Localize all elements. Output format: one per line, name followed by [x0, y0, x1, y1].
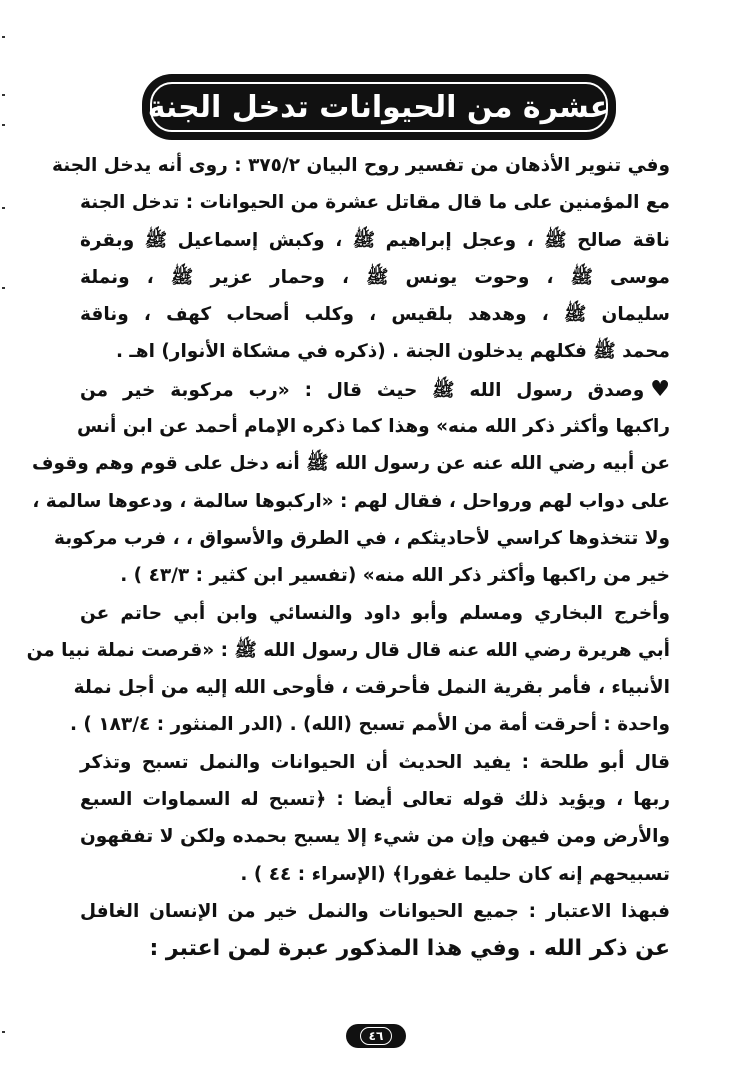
text-line-content: راكبها وأكثر ذكر الله منه» وهذا كما ذكره الإمام أحمد عن ابن أنس	[76, 416, 670, 438]
text-line	[32, 483, 670, 520]
margin-mark	[2, 1031, 5, 1033]
margin-mark	[2, 287, 5, 289]
text-line	[80, 333, 670, 370]
body-text	[26, 147, 670, 968]
margin-mark	[2, 124, 5, 126]
text-line	[80, 296, 670, 333]
text-line-content: والأرض ومن فيهن وإن من شيء إلا يسبح بحمده ولكن لا تفقهون	[80, 826, 670, 848]
text-line	[80, 371, 670, 408]
text-line-content: محمد ﷺ فكلهم يدخلون الجنة . (ذكره في مشكاة الأنوار) اهـ .	[115, 341, 670, 363]
text-line	[80, 930, 670, 967]
margin-mark	[2, 207, 5, 209]
text-line	[80, 222, 670, 259]
text-line-content: أبي هريرة رضي الله عنه قال قال رسول الله ﷺ : «قرصت نملة نبيا من	[26, 639, 670, 661]
text-line	[80, 744, 670, 781]
text-line	[80, 781, 670, 818]
text-line-content: خير من راكبها وأكثر ذكر الله منه» (تفسير ابن كثير : ٤٣/٣ ) .	[120, 565, 670, 587]
page-title: عشرة من الحيوانات تدخل الجنة	[147, 89, 611, 125]
text-line-content: وصدق رسول الله ﷺ حيث قال : «رب مركوبة خير من	[80, 379, 645, 401]
text-line	[32, 445, 670, 482]
text-line-content: وفي تنوير الأذهان من تفسير روح البيان ٣٧٥/٢ : روى أنه يدخل الجنة	[51, 155, 670, 176]
text-line	[80, 818, 670, 855]
text-line-content: ربها ، ويؤيد ذلك قوله تعالى أيضا : ﴿تسبح له السماوات السبع	[80, 789, 670, 811]
text-line-content: ولا تتخذوها كراسي لأحاديثكم ، في الطرق والأسواق ، ، فرب مركوبة	[53, 527, 670, 549]
text-line-content: الأنبياء ، فأمر بقرية النمل فأحرقت ، فأوحى الله إليه من أجل نملة	[73, 677, 670, 699]
text-line	[73, 669, 670, 706]
text-line-content: قال أبو طلحة : يفيد الحديث أن الحيوانات والنمل تسبح وتذكر	[80, 751, 670, 773]
text-line	[76, 408, 670, 445]
text-line	[69, 706, 670, 743]
text-line	[80, 259, 670, 296]
text-line-content: عن أبيه رضي الله عنه عن رسول الله ﷺ أنه دخل على قوم وهم وقوف	[32, 453, 670, 475]
text-line	[51, 147, 670, 184]
text-line-content: واحدة : أحرقت أمة من الأمم تسبح (الله) . (الدر المنثور : ١٨٣/٤ ) .	[69, 714, 670, 736]
text-line	[80, 184, 670, 221]
margin-mark	[2, 36, 5, 38]
text-line	[80, 557, 670, 594]
text-line-content: تسبيحهم إنه كان حليما غفورا﴾ (الإسراء : ٤٤ ) .	[240, 863, 670, 885]
text-line	[80, 893, 670, 930]
text-line-content: سليمان ﷺ ، وهدهد بلقيس ، وكلب أصحاب كهف ، وناقة	[80, 304, 670, 326]
text-line-content: ناقة صالح ﷺ ، وعجل إبراهيم ﷺ ، وكبش إسماعيل ﷺ وبقرة	[80, 229, 670, 251]
text-line-content: عن ذكر الله . وفي هذا المذكور عبرة لمن اعتبر :	[149, 936, 670, 962]
page-number: ٤٦	[360, 1027, 393, 1045]
text-line	[80, 856, 670, 893]
text-line	[26, 632, 670, 669]
text-line-content: على دواب لهم ورواحل ، فقال لهم : «اركبوها سالمة ، ودعوها سالمة ،	[32, 490, 670, 512]
text-line-content: وأخرج البخاري ومسلم وأبو داود والنسائي وابن أبي حاتم عن	[80, 602, 670, 624]
title-banner	[144, 76, 614, 138]
text-line	[53, 520, 670, 557]
margin-mark	[2, 94, 5, 96]
text-line-content: موسى ﷺ ، وحوت يونس ﷺ ، وحمار عزير ﷺ ، ونملة	[80, 266, 670, 288]
heart-icon: ♥	[650, 376, 670, 402]
text-line-content: فبهذا الاعتبار : جميع الحيوانات والنمل خير من الإنسان الغافل	[80, 900, 670, 922]
title-frame	[147, 82, 611, 132]
text-line-content: مع المؤمنين على ما قال مقاتل عشرة من الحيوانات : تدخل الجنة	[80, 192, 670, 214]
page-number-badge	[346, 1024, 406, 1048]
text-line	[80, 595, 670, 632]
